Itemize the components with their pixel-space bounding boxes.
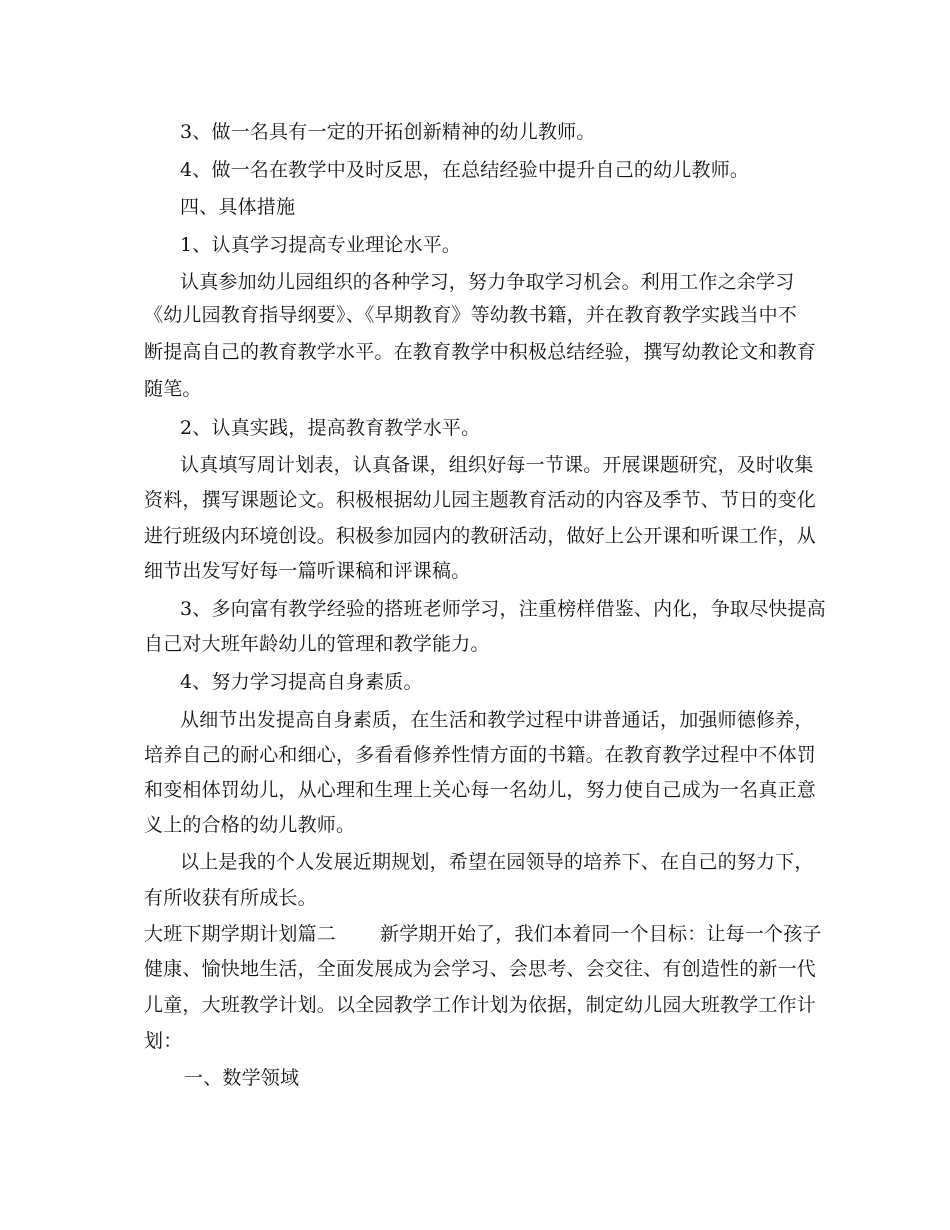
text-line: 义上的合格的幼儿教师。 bbox=[144, 814, 356, 836]
subheading: 4、努力学习提高自身素质。 bbox=[180, 671, 423, 693]
text-line: 进行班级内环境创设。积极参加园内的教研活动，做好上公开课和听课工作，从 bbox=[144, 525, 817, 547]
section-heading: 一、数学领域 bbox=[184, 1067, 300, 1089]
text-line: 儿童，大班教学计划。以全园教学工作计划为依据，制定幼儿园大班教学工作计 bbox=[144, 994, 817, 1016]
text-line: 4、做一名在教学中及时反思，在总结经验中提升自己的幼儿教师。 bbox=[180, 159, 750, 181]
text-line: 断提高自己的教育教学水平。在教育教学中积极总结经验，撰写幼教论文和教育 bbox=[144, 341, 817, 363]
text-line: 资料，撰写课题论文。积极根据幼儿园主题教育活动的内容及季节、节日的变化 bbox=[144, 489, 817, 511]
text-line: 细节出发写好每一篇听课稿和评课稿。 bbox=[144, 560, 471, 582]
text-line: 培养自己的耐心和细心，多看看修养性情方面的书籍。在教育教学过程中不体罚 bbox=[144, 744, 817, 766]
article-title-line bbox=[144, 922, 822, 946]
text-line: 认真参加幼儿园组织的各种学习，努力争取学习机会。利用工作之余学习 bbox=[180, 271, 795, 293]
text-line: 随笔。 bbox=[144, 378, 202, 400]
text-line: 3、做一名具有一定的开拓创新精神的幼儿教师。 bbox=[180, 121, 596, 143]
text-line: 认真填写周计划表，认真备课，组织好每一节课。开展课题研究，及时收集 bbox=[180, 454, 814, 476]
text-line: 自己对大班年龄幼儿的管理和教学能力。 bbox=[144, 633, 490, 655]
subheading: 1、认真学习提高专业理论水平。 bbox=[180, 234, 462, 256]
article-intro: 新学期开始了，我们本着同一个目标：让每一个孩子 bbox=[380, 923, 822, 945]
subheading: 2、认真实践，提高教育教学水平。 bbox=[180, 417, 481, 439]
article-title: 大班下期学期计划篇二 bbox=[144, 923, 337, 945]
text-line: 健康、愉快地生活，全面发展成为会学习、会思考、会交往、有创造性的新一代 bbox=[144, 958, 817, 980]
text-line: 划： bbox=[144, 1030, 183, 1052]
section-heading: 四、具体措施 bbox=[180, 196, 296, 218]
text-line: 和变相体罚幼儿，从心理和生理上关心每一名幼儿，努力使自己成为一名真正意 bbox=[144, 779, 817, 801]
text-line: 《幼儿园教育指导纲要》、《早期教育》等幼教书籍，并在教育教学实践当中不 bbox=[144, 304, 798, 326]
text-line: 有所收获有所成长。 bbox=[144, 887, 317, 909]
text-line: 3、多向富有教学经验的搭班老师学习，注重榜样借鉴、内化，争取尽快提高 bbox=[180, 598, 826, 620]
text-line: 从细节出发提高自身素质，在生活和教学过程中讲普通话，加强师德修养， bbox=[180, 709, 814, 731]
text-line: 以上是我的个人发展近期规划，希望在园领导的培养下、在自己的努力下， bbox=[180, 851, 814, 873]
